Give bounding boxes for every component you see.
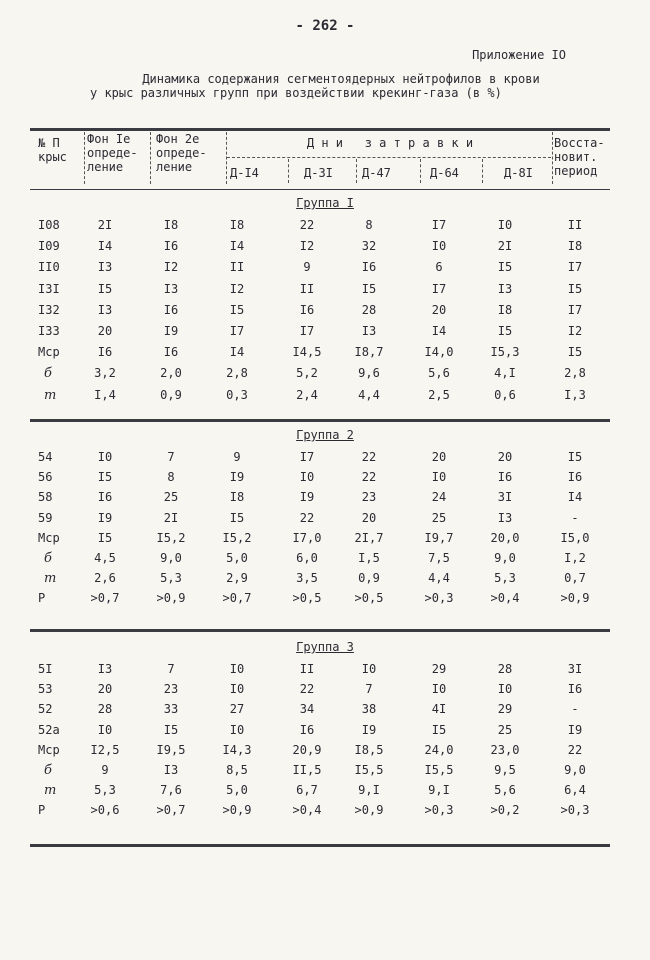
table-cell: I0 <box>497 682 513 697</box>
table-cell: 9,0 <box>564 763 586 777</box>
table-cell: I9 <box>97 510 113 525</box>
table-cell: I7 <box>299 324 315 338</box>
table-cell: - <box>571 510 579 525</box>
table-cell: >0,2 <box>490 803 520 818</box>
table-cell: 5,0 <box>226 551 248 565</box>
table-row <box>0 490 650 510</box>
table-cell: I7,0 <box>292 530 322 545</box>
table-row <box>0 345 650 365</box>
table-cell: I5 <box>567 281 583 296</box>
table-cell: 22 <box>567 742 583 757</box>
table-row <box>0 303 650 323</box>
table-cell: I0 <box>431 470 447 485</box>
table-cell: 7,5 <box>428 551 450 565</box>
table-cell: I5 <box>567 450 583 464</box>
table-cell: 28 <box>361 302 377 317</box>
row-label: 52 <box>38 702 53 717</box>
table-cell: I9 <box>229 470 245 485</box>
row-label: 54 <box>38 450 53 464</box>
table-row <box>0 218 650 238</box>
table-cell: 27 <box>229 702 245 717</box>
table-cell: I2 <box>299 239 315 254</box>
table-cell: 5,2 <box>296 366 318 381</box>
table-row <box>0 763 650 783</box>
group-title-text: Группа 3 <box>296 640 354 654</box>
table-cell: I5,2 <box>222 530 252 545</box>
header-separator <box>420 159 421 183</box>
table-cell: I8,7 <box>354 345 384 360</box>
table-cell: 33 <box>163 702 179 717</box>
table-row <box>0 511 650 531</box>
table-cell: 4,5 <box>94 551 116 565</box>
table-cell: I5 <box>163 722 179 737</box>
table-cell: I4 <box>229 239 245 254</box>
table-cell: 9,I <box>358 783 380 798</box>
table-cell: 2,6 <box>94 571 116 586</box>
table-cell: I6 <box>163 239 179 254</box>
header-days-label: Д н и з а т р а в к и <box>306 136 474 150</box>
table-cell: I8 <box>163 218 179 232</box>
table-row <box>0 682 650 702</box>
table-cell: >0,6 <box>90 803 120 818</box>
table-cell: 4,4 <box>358 387 380 402</box>
table-cell: 8 <box>365 218 373 232</box>
table-cell: 28 <box>97 702 113 717</box>
table-cell: 7 <box>167 450 175 464</box>
table-cell: 3,5 <box>296 571 318 586</box>
table-cell: 20 <box>431 450 447 464</box>
row-label: 58 <box>38 490 53 505</box>
table-cell: I3 <box>163 763 179 777</box>
table-cell: 20 <box>97 682 113 697</box>
table-cell: I6 <box>567 470 583 485</box>
table-cell: 4,I <box>494 366 516 381</box>
row-label: Мср <box>38 530 60 545</box>
table-cell: 2I <box>163 510 179 525</box>
table-cell: I0 <box>229 682 245 697</box>
table-cell: I0 <box>497 218 513 232</box>
table-cell: II,5 <box>292 763 322 777</box>
table-cell: I6 <box>299 722 315 737</box>
table-cell: I9 <box>299 490 315 505</box>
table-cell: 9,I <box>428 783 450 798</box>
table-cell: I,2 <box>564 551 586 565</box>
table-cell: 28 <box>497 662 513 676</box>
table-cell: >0,3 <box>424 803 454 818</box>
row-label: 56 <box>38 470 53 485</box>
table-cell: 29 <box>431 662 447 676</box>
row-label: I08 <box>38 218 60 232</box>
table-cell: 2,4 <box>296 387 318 402</box>
table-cell: I9 <box>567 722 583 737</box>
table-cell: I5 <box>97 530 113 545</box>
table-cell: 3I <box>497 490 513 505</box>
table-cell: I4,0 <box>424 345 454 360</box>
table-cell: 23 <box>163 682 179 697</box>
table-cell: 0,7 <box>564 571 586 586</box>
table-cell: I8 <box>497 302 513 317</box>
table-cell: 22 <box>299 510 315 525</box>
header-separator <box>84 132 85 184</box>
table-cell: I8,5 <box>354 742 384 757</box>
table-cell: I4 <box>97 239 113 254</box>
table-cell: I0 <box>431 682 447 697</box>
table-cell: I2 <box>163 260 179 275</box>
table-cell: 20,9 <box>292 742 322 757</box>
table-cell: I,3 <box>564 387 586 402</box>
table-cell: I9 <box>361 722 377 737</box>
table-cell: I4 <box>229 345 245 360</box>
table-row <box>0 571 650 591</box>
header-day-14: Д-I4 <box>230 166 259 180</box>
table-cell: >0,5 <box>354 591 384 606</box>
table-cell: I4,5 <box>292 345 322 360</box>
table-cell: >0,4 <box>292 803 322 818</box>
table-cell: I0 <box>97 722 113 737</box>
table-cell: I6 <box>163 345 179 360</box>
table-cell: 22 <box>361 470 377 485</box>
table-row <box>0 551 650 571</box>
table-cell: I0 <box>229 662 245 676</box>
table-cell: 6,4 <box>564 783 586 798</box>
row-label: Мср <box>38 345 60 360</box>
table-row <box>0 783 650 803</box>
header-day-47: Д-47 <box>362 166 391 180</box>
table-cell: I5 <box>97 470 113 485</box>
table-cell: I6 <box>97 345 113 360</box>
table-cell: - <box>571 702 579 717</box>
table-cell: >0,7 <box>222 591 252 606</box>
table-cell: 6,0 <box>296 551 318 565</box>
table-cell: I5,3 <box>490 345 520 360</box>
table-row <box>0 324 650 344</box>
title-line-2: у крыс различных групп при воздействии крекинг-газа (в %) <box>90 86 502 100</box>
table-cell: 38 <box>361 702 377 717</box>
group-title <box>0 640 650 654</box>
header-separator <box>552 132 553 184</box>
table-cell: 20 <box>431 302 447 317</box>
table-cell: 7,6 <box>160 783 182 798</box>
table-cell: I9,5 <box>156 742 186 757</box>
table-cell: 7 <box>365 682 373 697</box>
table-cell: II <box>299 662 315 676</box>
row-label: I33 <box>38 324 60 338</box>
table-cell: 20 <box>497 450 513 464</box>
table-row <box>0 591 650 611</box>
table-cell: I0 <box>97 450 113 464</box>
header-day-64: Д-64 <box>430 166 459 180</box>
table-cell: II <box>299 281 315 296</box>
table-cell: 20 <box>97 324 113 338</box>
table-cell: I5 <box>97 281 113 296</box>
table-cell: I7 <box>431 218 447 232</box>
table-cell: I9,7 <box>424 530 454 545</box>
table-row <box>0 450 650 470</box>
title-line-1: Динамика содержания сегментоядерных нейтрофилов в крови <box>142 72 540 86</box>
header-separator <box>150 132 151 184</box>
table-row <box>0 803 650 823</box>
table-cell: I5 <box>229 302 245 317</box>
row-label: m <box>44 387 57 403</box>
table-cell: 4I <box>431 702 447 717</box>
group-title <box>0 428 650 442</box>
table-cell: I2 <box>229 281 245 296</box>
table-cell: 22 <box>299 218 315 232</box>
table-cell: 25 <box>497 722 513 737</box>
table-cell: 6,7 <box>296 783 318 798</box>
table-cell: 5,0 <box>226 783 248 798</box>
row-label: 59 <box>38 510 53 525</box>
table-cell: I7 <box>567 302 583 317</box>
table-cell: I3 <box>163 281 179 296</box>
table-cell: I4,3 <box>222 742 252 757</box>
table-cell: 22 <box>361 450 377 464</box>
table-row <box>0 702 650 722</box>
header-col-bg1: Фон Iе опреде- ление <box>87 132 138 174</box>
table-cell: 9,0 <box>494 551 516 565</box>
row-label: m <box>44 571 57 587</box>
table-cell: 0,9 <box>358 571 380 586</box>
table-row <box>0 723 650 743</box>
table-cell: II <box>229 260 245 275</box>
row-label: 5I <box>38 662 53 676</box>
table-cell: 9,5 <box>494 763 516 777</box>
table-cell: I5,5 <box>354 763 384 777</box>
table-row <box>0 282 650 302</box>
table-bottom-rule <box>30 844 610 847</box>
table-cell: >0,7 <box>90 591 120 606</box>
table-cell: 2,8 <box>226 366 248 381</box>
table-cell: I6 <box>361 260 377 275</box>
table-cell: >0,4 <box>490 591 520 606</box>
table-cell: 5,6 <box>494 783 516 798</box>
table-cell: >0,9 <box>354 803 384 818</box>
table-cell: 2I <box>497 239 513 254</box>
group-title-text: Группа 2 <box>296 428 354 442</box>
table-cell: I4 <box>567 490 583 505</box>
row-label: I3I <box>38 281 60 296</box>
table-cell: I8 <box>567 239 583 254</box>
group-title <box>0 196 650 210</box>
row-label: б <box>44 763 52 778</box>
table-cell: I5,5 <box>424 763 454 777</box>
table-cell: 5,3 <box>160 571 182 586</box>
table-cell: >0,9 <box>560 591 590 606</box>
table-cell: 23,0 <box>490 742 520 757</box>
table-row <box>0 470 650 490</box>
row-label: Мср <box>38 742 60 757</box>
row-label: II0 <box>38 260 60 275</box>
table-cell: >0,3 <box>424 591 454 606</box>
table-cell: I5 <box>361 281 377 296</box>
table-cell: 25 <box>431 510 447 525</box>
table-cell: 2I,7 <box>354 530 384 545</box>
table-cell: 9,6 <box>358 366 380 381</box>
table-cell: >0,9 <box>156 591 186 606</box>
table-cell: 3,2 <box>94 366 116 381</box>
table-cell: 9,0 <box>160 551 182 565</box>
table-cell: 9 <box>303 260 311 275</box>
table-cell: I5,0 <box>560 530 590 545</box>
group-title-text: Группа I <box>296 196 354 210</box>
table-cell: 0,3 <box>226 387 248 402</box>
table-cell: >0,5 <box>292 591 322 606</box>
row-label: I32 <box>38 302 60 317</box>
row-label: б <box>44 366 52 382</box>
row-label: 52а <box>38 722 60 737</box>
table-cell: I5 <box>431 722 447 737</box>
row-label: 53 <box>38 682 53 697</box>
table-cell: 0,6 <box>494 387 516 402</box>
table-cell: 23 <box>361 490 377 505</box>
table-cell: 32 <box>361 239 377 254</box>
table-cell: >0,3 <box>560 803 590 818</box>
table-cell: 9 <box>101 763 109 777</box>
table-cell: 24,0 <box>424 742 454 757</box>
table-cell: I9 <box>163 324 179 338</box>
table-cell: 25 <box>163 490 179 505</box>
header-col-id: № П крыс <box>38 136 67 164</box>
table-cell: I7 <box>567 260 583 275</box>
table-cell: I7 <box>431 281 447 296</box>
table-cell: I6 <box>97 490 113 505</box>
table-cell: I7 <box>229 324 245 338</box>
table-cell: I5,2 <box>156 530 186 545</box>
table-cell: 5,3 <box>494 571 516 586</box>
table-cell: 3I <box>567 662 583 676</box>
table-cell: 2,8 <box>564 366 586 381</box>
table-cell: 24 <box>431 490 447 505</box>
table-cell: I3 <box>361 324 377 338</box>
table-cell: 5,6 <box>428 366 450 381</box>
table-cell: I0 <box>299 470 315 485</box>
table-row <box>0 388 650 408</box>
header-col-recovery: Восста- новит. период <box>554 136 605 178</box>
table-cell: 2I <box>97 218 113 232</box>
header-separator <box>226 132 227 184</box>
table-cell: I0 <box>431 239 447 254</box>
table-cell: 7 <box>167 662 175 676</box>
row-label: б <box>44 551 52 566</box>
header-separator <box>356 159 357 183</box>
header-separator <box>482 159 483 183</box>
header-day-31: Д-3I <box>304 166 333 180</box>
table-cell: I5 <box>497 260 513 275</box>
table-cell: I5 <box>497 324 513 338</box>
table-cell: I5 <box>229 510 245 525</box>
table-cell: I6 <box>567 682 583 697</box>
table-cell: 8 <box>167 470 175 485</box>
table-cell: 20 <box>361 510 377 525</box>
table-cell: I,4 <box>94 387 116 402</box>
table-row <box>0 239 650 259</box>
table-cell: 22 <box>299 682 315 697</box>
header-day-81: Д-8I <box>504 166 533 180</box>
header-separator <box>288 159 289 183</box>
table-cell: 29 <box>497 702 513 717</box>
appendix-label: Приложение IO <box>472 48 566 62</box>
table-cell: 0,9 <box>160 387 182 402</box>
table-cell: I0 <box>229 722 245 737</box>
table-cell: 6 <box>435 260 443 275</box>
row-label: P <box>38 591 46 606</box>
table-cell: 34 <box>299 702 315 717</box>
table-row <box>0 662 650 682</box>
table-cell: 20,0 <box>490 530 520 545</box>
table-cell: I,5 <box>358 551 380 565</box>
table-row <box>0 531 650 551</box>
table-cell: I3 <box>97 302 113 317</box>
table-cell: I2,5 <box>90 742 120 757</box>
row-label: I09 <box>38 239 60 254</box>
table-cell: 4,4 <box>428 571 450 586</box>
table-cell: I4 <box>431 324 447 338</box>
table-cell: >0,7 <box>156 803 186 818</box>
group-separator-rule <box>30 419 610 422</box>
table-row <box>0 260 650 280</box>
table-row <box>0 743 650 763</box>
table-cell: 8,5 <box>226 763 248 777</box>
header-bottom-rule <box>30 189 610 190</box>
table-cell: 2,9 <box>226 571 248 586</box>
header-col-bg2: Фон 2е опреде- ление <box>156 132 207 174</box>
table-cell: I3 <box>97 260 113 275</box>
table-cell: I8 <box>229 218 245 232</box>
table-cell: I5 <box>567 345 583 360</box>
row-label: m <box>44 783 57 799</box>
table-cell: 9 <box>233 450 241 464</box>
table-header <box>30 130 610 188</box>
table-cell: 5,3 <box>94 783 116 798</box>
table-cell: I8 <box>229 490 245 505</box>
table-cell: I3 <box>97 662 113 676</box>
table-cell: II <box>567 218 583 232</box>
table-cell: >0,9 <box>222 803 252 818</box>
table-cell: I6 <box>299 302 315 317</box>
table-cell: 2,5 <box>428 387 450 402</box>
table-row <box>0 366 650 386</box>
row-label: P <box>38 803 46 818</box>
header-days-divider <box>227 157 551 158</box>
table-cell: I6 <box>163 302 179 317</box>
table-cell: I0 <box>361 662 377 676</box>
page-number: - 262 - <box>295 18 355 34</box>
table-cell: I6 <box>497 470 513 485</box>
table-cell: I2 <box>567 324 583 338</box>
table-title <box>86 72 596 100</box>
table-cell: I3 <box>497 281 513 296</box>
table-cell: 2,0 <box>160 366 182 381</box>
group-separator-rule <box>30 629 610 632</box>
table-cell: I3 <box>497 510 513 525</box>
table-cell: I7 <box>299 450 315 464</box>
